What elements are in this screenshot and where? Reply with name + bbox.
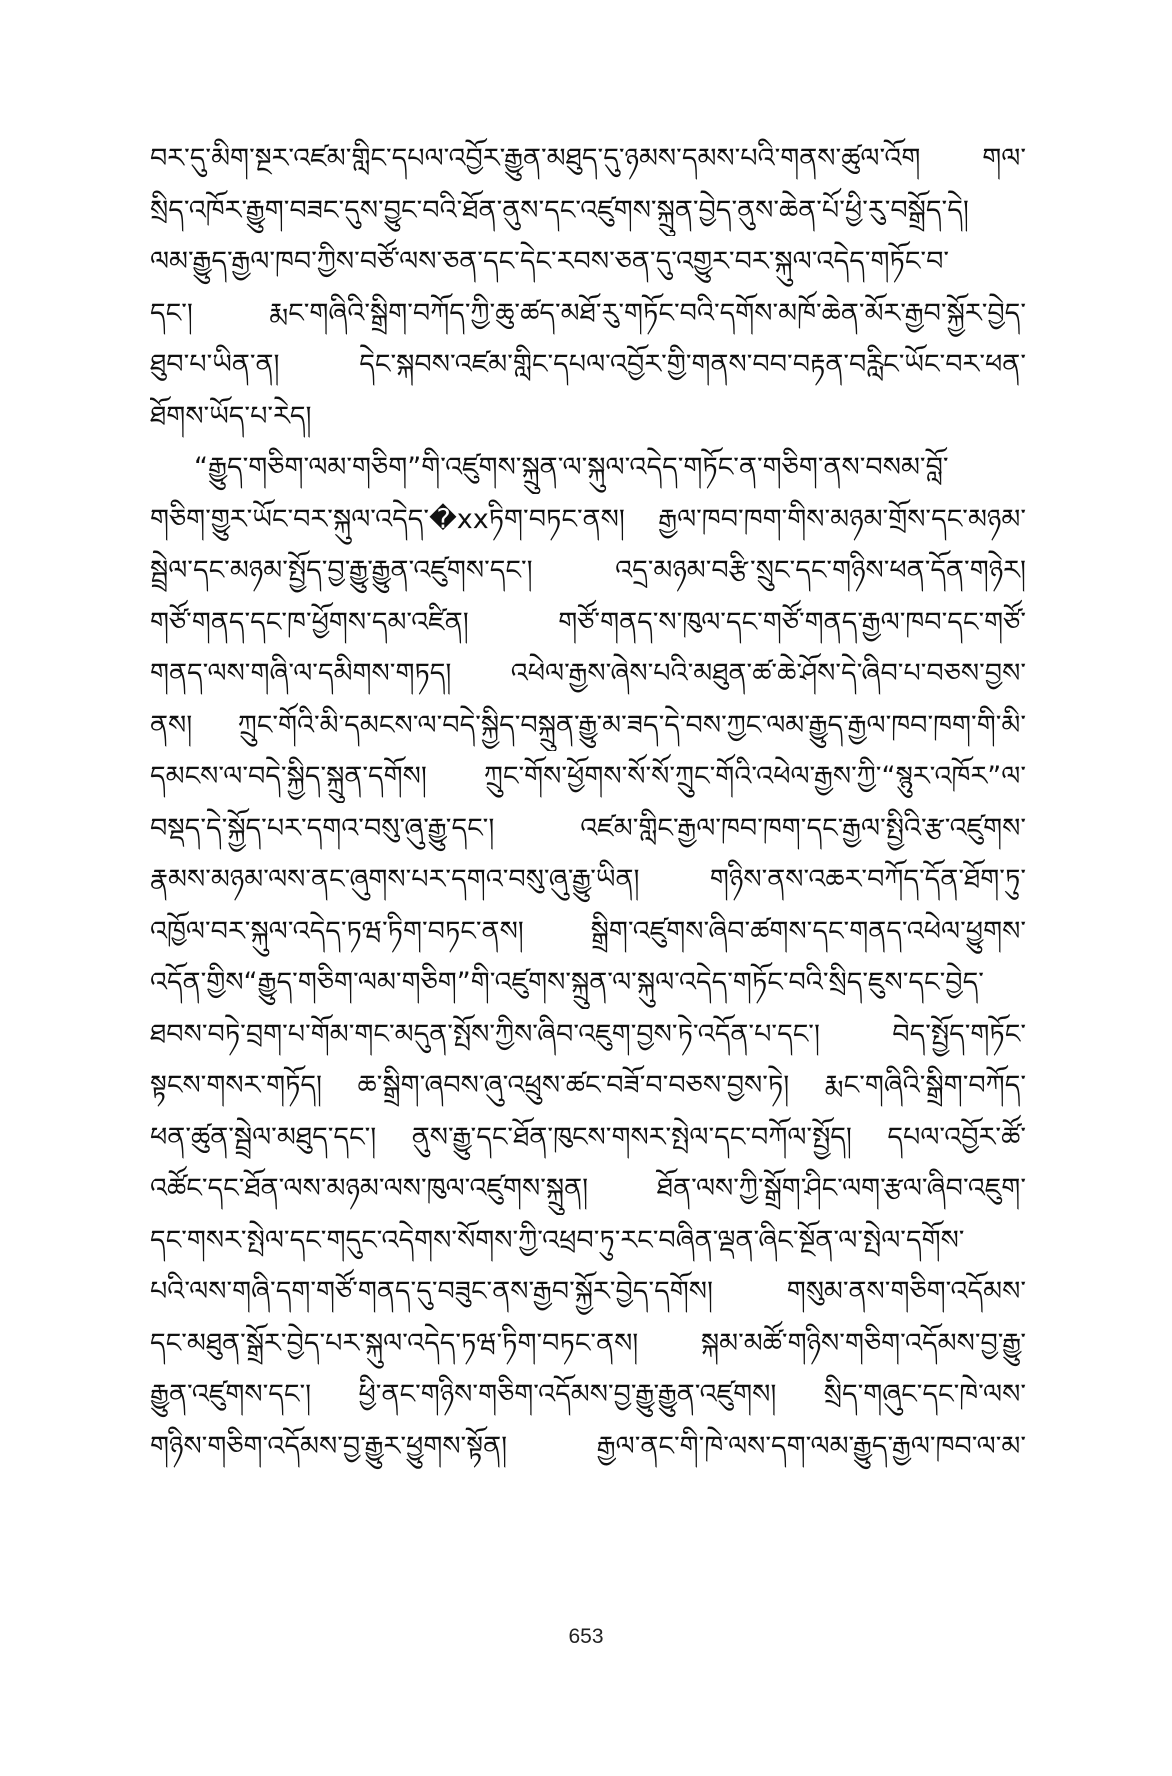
- text-line: ཐོགས་ཡོད་པ་རེད།: [150, 400, 312, 432]
- page-number: 653: [568, 1625, 604, 1648]
- text-line: དང་མཐུན་སྒྲོར་བྱེད་པར་སྐུལ་འདེད་ཏཝ་ཏིག་བཏང་ནས། སྐམ་མཚོ་གཉིས་གཅིག་འདོམས་བྱ་རྒྱུ་: [150, 1327, 1026, 1359]
- text-line: དང་གསར་སྤེལ་དང་གདུང་འདེགས་སོགས་ཀྱི་འཕྲབ་ཏུ་རང་བཞིན་ལྡན་ཞིང་སྔོན་ལ་སྤེལ་དགོས་: [150, 1224, 965, 1256]
- text-line: རྣམས་མཉམ་ལས་ནང་ཞུགས་པར་དགའ་བསུ་ཞུ་རྒྱུ་ཡིན། གཉིས་ནས་འཆར་བཀོད་དོན་ཐོག་ཏུ་: [150, 864, 1026, 895]
- text-line: གཉིས་གཅིག་འདོམས་བྱ་རྒྱུར་ཕྱུགས་སྟོན། རྒྱལ་ནང་གི་ཁེ་ལས་དག་ལམ་རྒྱུད་རྒྱལ་ཁབ་ལ་མ་: [150, 1430, 1026, 1462]
- text-line: “རྒྱུད་གཅིག་ལམ་གཅིག”གི་འཛུགས་སྐྲུན་ལ་སྐུལ་འདེད་གཏོང་ན་གཅིག་ནས་བསམ་བློ་: [194, 452, 949, 483]
- text-line: དང་། རྨང་གཞིའི་སྒྲིག་བཀོད་ཀྱི་ཆུ་ཚད་མཐོ་རུ་གཏོང་བའི་དགོས་མཁོ་ཆེན་མོར་རྒྱབ་སྐྱོར་བྱེད་: [150, 297, 1026, 329]
- text-line: ལམ་རྒྱུད་རྒྱལ་ཁབ་ཀྱིས་བཙོ་ལས་ཅན་དང་དེང་རབས་ཅན་དུ་འགྱུར་བར་སྐུལ་འདེད་གཏོང་བ་: [150, 246, 950, 277]
- text-line: འཁྱོལ་བར་སྐུལ་འདེད་ཏཝ་ཏིག་བཏང་ནས། སྒྲིག་འཛུགས་ཞིབ་ཚགས་དང་གནད་འཕེལ་ཕྱུགས་: [150, 915, 1026, 947]
- text-line: སྲིད་འཁོར་རྒྱུག་བཟང་དུས་བྱུང་བའི་ཐོན་ནུས་དང་འཛུགས་སྐྲུན་བྱེད་ནུས་ཆེན་པོ་ཕྱི་རུ་བསྒྲོད་དེ།: [150, 194, 969, 226]
- text-line: བསྡད་དེ་སྐྱོད་པར་དགའ་བསུ་ཞུ་རྒྱུ་དང་། འཛམ་གླིང་རྒྱལ་ཁབ་ཁག་དང་རྒྱལ་སྤྱིའི་རྩ་འཛུགས་: [150, 812, 1026, 844]
- text-line: ཐབས་བཏེ་བྲག་པ་གོམ་གང་མདུན་སྤོས་ཀྱིས་ཞིབ་འཇུག་བྱས་ཏེ་འདོན་པ་དང་། བེད་སྤྱོད་གཏོང་: [150, 1018, 1026, 1050]
- text-line: པའི་ལས་གཞི་དག་གཙོ་གནད་དུ་བཟུང་ནས་རྒྱབ་སྐྱོར་བྱེད་དགོས། གསུམ་ནས་གཅིག་འདོམས་: [150, 1276, 1026, 1307]
- body-text: [150, 133, 1026, 1472]
- text-line: འཚོང་དང་ཐོན་ལས་མཉམ་ལས་ཁུལ་འཛུགས་སྐྲུན། ཐོན་ལས་ཀྱི་སྒྲོག་ཤིང་ལག་རྩལ་ཞིབ་འཇུག་: [150, 1173, 1026, 1204]
- text-line: གཅིག་གྱུར་ཡོང་བར་སྐུལ་འདེད་�xxཏིག་བཏང་ནས། རྒྱལ་ཁབ་ཁག་གིས་མཉམ་གྲོས་དང་མཉམ་: [150, 503, 1026, 535]
- text-line: སྦྲེལ་དང་མཉམ་སྤྱོད་བྱ་རྒྱུ་རྒྱུན་འཛུགས་དང་། འདྲ་མཉམ་བརྩི་སྲུང་དང་གཉིས་ཕན་དོན་གཉེར།: [150, 555, 1026, 586]
- text-line: གནད་ལས་གཞི་ལ་དམིགས་གཏད། འཕེལ་རྒྱས་ཞེས་པའི་མཐུན་ཚ་ཆེ་ཤོས་དེ་ཞིབ་པ་བཅས་བྱས་: [150, 658, 1026, 689]
- text-line: ནས། ཀྲུང་གོའི་མི་དམངས་ལ་བདེ་སྐྱིད་བསྐྲུན་རྒྱུ་མ་ཟད་དེ་བས་ཀྱང་ལམ་རྒྱུད་རྒྱལ་ཁབ་ཁག་གི་མི་: [150, 709, 1026, 741]
- text-line: སྟངས་གསར་གཏོད། ཆ་སྒྲིག་ཞབས་ཞུ་འཕྲུས་ཚང་བཟོ་བ་བཅས་བྱས་ཏེ། རྨང་གཞིའི་སྒྲིག་བཀོད་: [150, 1070, 1026, 1101]
- text-line: བར་དུ་མིག་སྔར་འཛམ་གླིང་དཔལ་འབྱོར་རྒྱུན་མཐུད་དུ་ཉམས་དམས་པའི་གནས་ཚུལ་འོག གལ་: [150, 143, 1026, 174]
- text-line: འདོན་གྱིས“རྒྱུད་གཅིག་ལམ་གཅིག”གི་འཛུགས་སྐྲུན་ལ་སྐུལ་འདེད་གཏོང་བའི་སྲིད་ཇུས་དང་བྱེད་: [150, 967, 984, 998]
- text-line: རྒྱུན་འཛུགས་དང་། ཕྱི་ནང་གཉིས་གཅིག་འདོམས་བྱ་རྒྱུ་རྒྱུན་འཛུགས། སྲིད་གཞུང་དང་ཁེ་ལས་: [150, 1379, 1026, 1410]
- text-line: ཕན་ཚུན་སྦྲེལ་མཐུད་དང་། ནུས་རྒྱུ་དང་ཐོན་ཁུངས་གསར་སྤེལ་དང་བཀོལ་སྤྱོད། དཔལ་འབྱོར་ཚོ་: [150, 1121, 1026, 1153]
- text-line: དམངས་ལ་བདེ་སྐྱིད་སྐྲུན་དགོས། ཀྲུང་གོས་ཕྱོགས་སོ་སོ་ཀྲུང་གོའི་འཕེལ་རྒྱས་ཀྱི་“སྙུར་འཁོར”ལ་: [150, 761, 1026, 792]
- text-line: ཐུབ་པ་ཡིན་ན། དེང་སྐབས་འཛམ་གླིང་དཔལ་འབྱོར་གྱི་གནས་བབ་བརྟན་བརླིང་ཡོང་བར་ཕན་: [150, 349, 1026, 380]
- text-line: གཙོ་གནད་དང་ཁ་ཕྱོགས་དམ་འཛིན། གཙོ་གནད་ས་ཁུལ་དང་གཙོ་གནད་རྒྱལ་ཁབ་དང་གཙོ་: [150, 606, 1026, 638]
